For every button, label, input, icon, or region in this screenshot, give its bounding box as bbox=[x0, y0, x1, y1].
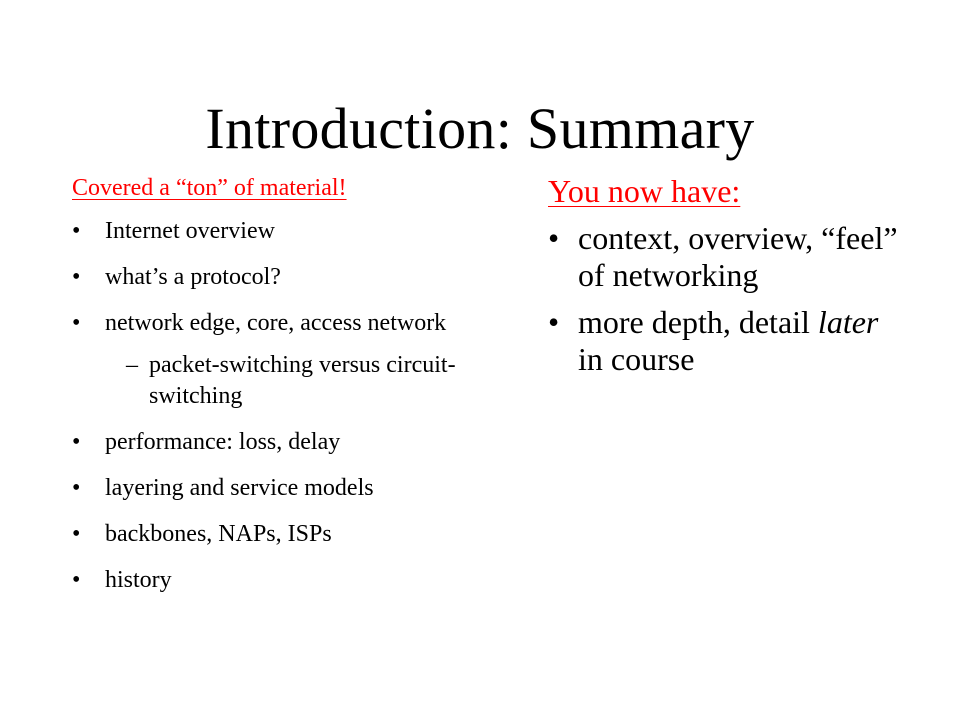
sub-list-item-text: packet-switching versus circuit-switching bbox=[149, 352, 456, 409]
right-heading: You now have: bbox=[548, 173, 741, 209]
list-item-text: Internet overview bbox=[105, 218, 275, 244]
list-item-text: what’s a protocol? bbox=[105, 264, 281, 290]
list-item-text-start: more depth, detail bbox=[578, 304, 818, 340]
list-item bbox=[72, 565, 472, 596]
list-item-text: history bbox=[105, 567, 172, 593]
bullet-icon: • bbox=[548, 220, 560, 256]
left-heading: Covered a “ton” of material! bbox=[72, 175, 347, 201]
list-item-text-end: in course bbox=[578, 341, 695, 377]
right-bullet-list bbox=[548, 220, 908, 378]
list-item bbox=[548, 304, 908, 378]
bullet-icon: • bbox=[72, 218, 81, 244]
left-bullet-list bbox=[72, 216, 472, 596]
bullet-icon: • bbox=[72, 521, 81, 547]
italic-word: later bbox=[817, 304, 879, 340]
bullet-icon: • bbox=[72, 567, 81, 593]
list-item bbox=[548, 220, 908, 294]
list-item-text: performance: loss, delay bbox=[105, 429, 341, 455]
bullet-icon: • bbox=[548, 304, 560, 340]
bullet-icon: • bbox=[72, 475, 81, 501]
left-column bbox=[72, 170, 472, 611]
list-item bbox=[72, 427, 472, 458]
list-item bbox=[72, 519, 472, 550]
list-item bbox=[72, 308, 472, 339]
slide-title: Introduction: Summary bbox=[205, 96, 755, 161]
list-item-text: backbones, NAPs, ISPs bbox=[105, 521, 332, 547]
list-item-text: context, overview, “feel” of networking bbox=[578, 220, 898, 293]
right-column bbox=[548, 170, 908, 388]
list-item bbox=[72, 216, 472, 247]
list-item bbox=[72, 262, 472, 293]
bullet-icon: • bbox=[72, 310, 81, 336]
dash-icon: – bbox=[126, 352, 138, 378]
list-item bbox=[72, 473, 472, 504]
bullet-icon: • bbox=[72, 429, 81, 455]
list-item-text: network edge, core, access network bbox=[105, 310, 447, 336]
sub-list-item bbox=[72, 350, 472, 412]
list-item-text: layering and service models bbox=[105, 475, 374, 501]
bullet-icon: • bbox=[72, 264, 81, 290]
